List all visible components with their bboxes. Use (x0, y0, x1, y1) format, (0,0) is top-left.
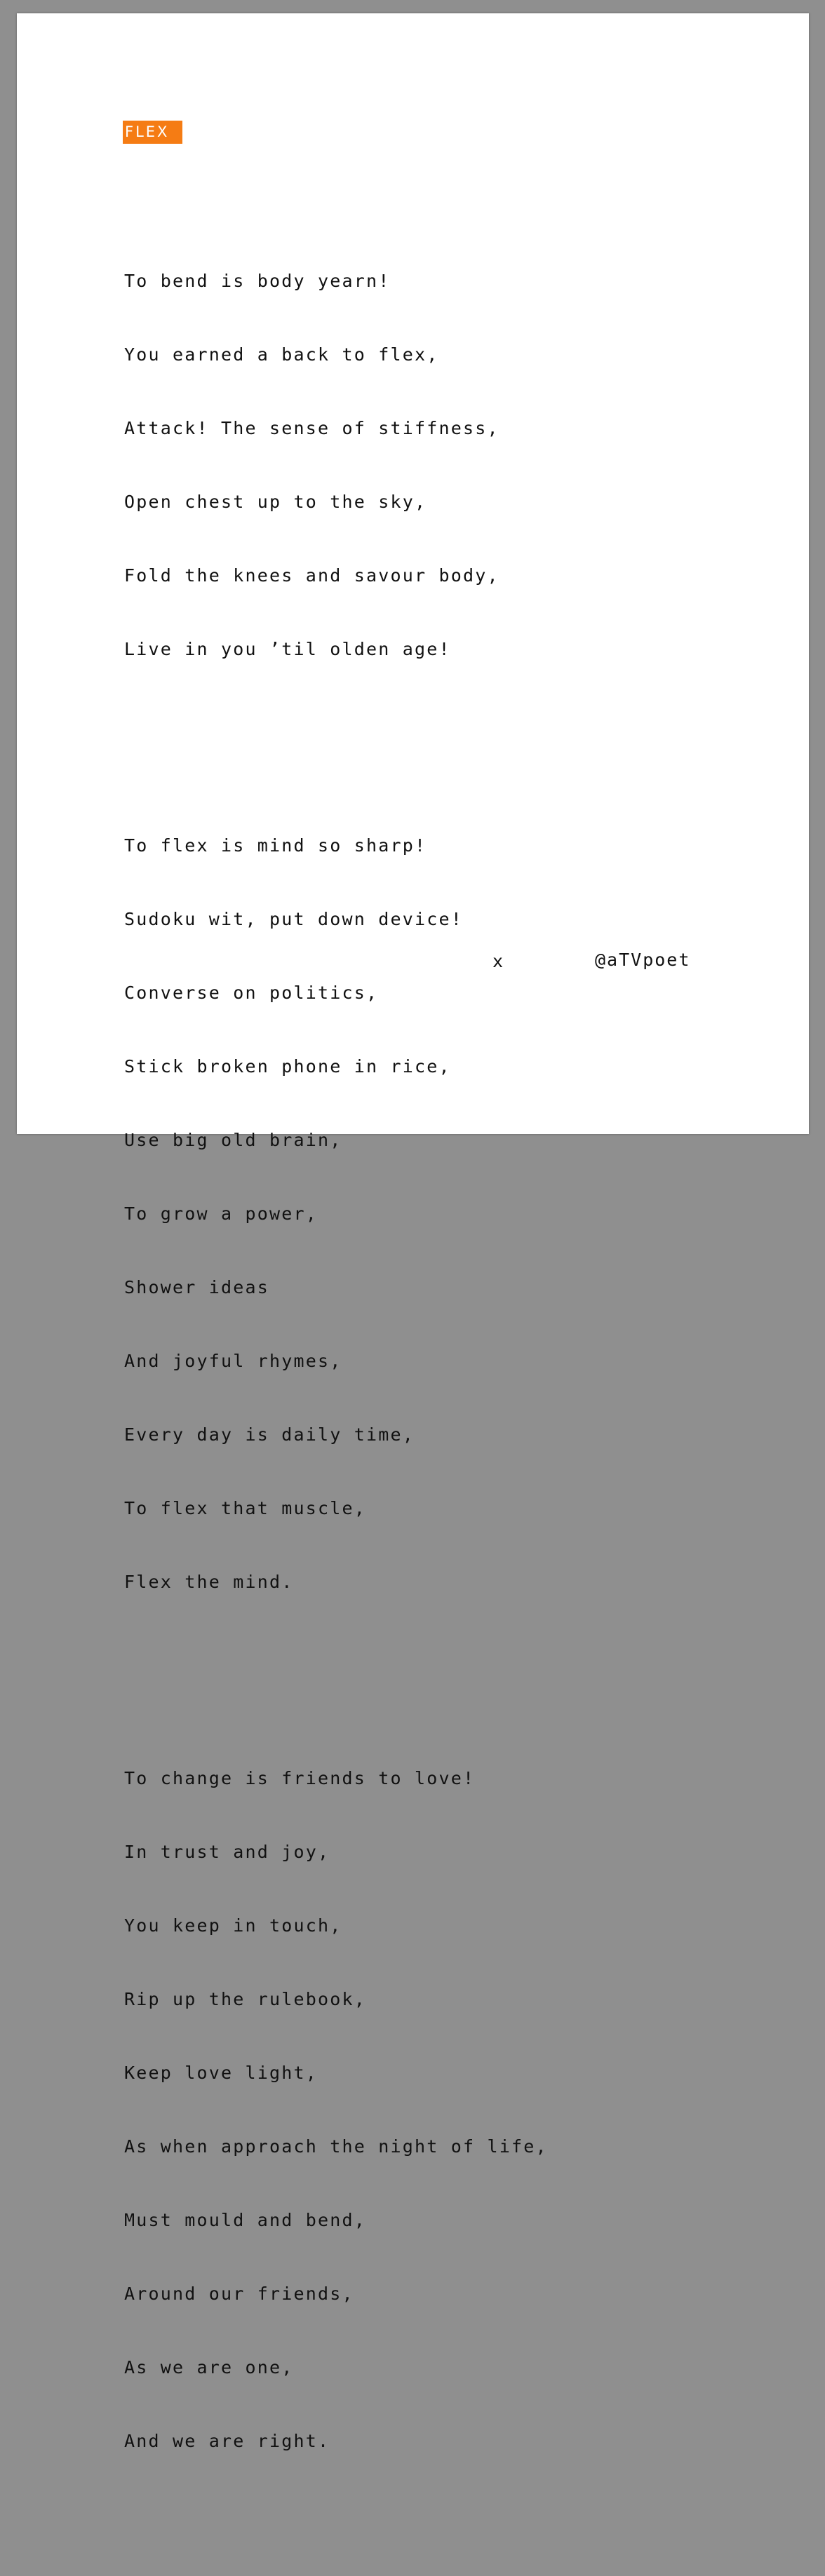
poem-line: Flex the mind. (124, 1572, 294, 1592)
poem-line: Keep love light, (124, 2063, 318, 2083)
poem-line: To flex that muscle, (124, 1498, 367, 1518)
poem-line: As we are one, (124, 2357, 294, 2378)
poem-line: You keep in touch, (124, 1915, 342, 1936)
author-handle: @aTVpoet (595, 950, 691, 970)
signoff-kiss: x (492, 951, 504, 971)
stanza-2 (124, 784, 548, 1643)
document-page (17, 13, 809, 2451)
poem-line: Converse on politics, (124, 983, 379, 1003)
poem-line: To bend is body yearn! (124, 271, 391, 291)
poem-line: Open chest up to the sky, (124, 492, 427, 512)
stanza-3 (124, 1717, 548, 2502)
poem-line: As when approach the night of life, (124, 2136, 548, 2157)
poem-line: Fold the knees and savour body, (124, 565, 499, 586)
poem-line: To change is friends to love! (124, 1768, 476, 1788)
poem-line: Use big old brain, (124, 1130, 342, 1150)
poem-line: And we are right. (124, 2431, 330, 2451)
poem-line: To flex is mind so sharp! (124, 835, 427, 856)
poem-title: FLEX (123, 121, 182, 144)
poem-line: Rip up the rulebook, (124, 1989, 367, 2009)
poem-line: Live in you ’til olden age! (124, 639, 451, 659)
poem-line: In trust and joy, (124, 1842, 330, 1862)
poem-line: Stick broken phone in rice, (124, 1056, 451, 1077)
poem-line: You earned a back to flex, (124, 344, 439, 365)
poem-line: Sudoku wit, put down device! (124, 909, 464, 929)
stanza-1 (124, 220, 548, 710)
poem-line: Must mould and bend, (124, 2210, 367, 2230)
poem-body (124, 170, 548, 2576)
poem-line: Shower ideas (124, 1277, 270, 1297)
poem-line: Attack! The sense of stiffness, (124, 418, 499, 438)
poem-line: Around our friends, (124, 2284, 354, 2304)
poem-line: Every day is daily time, (124, 1424, 415, 1445)
poem-line: To grow a power, (124, 1203, 318, 1224)
poem-line: And joyful rhymes, (124, 1351, 342, 1371)
